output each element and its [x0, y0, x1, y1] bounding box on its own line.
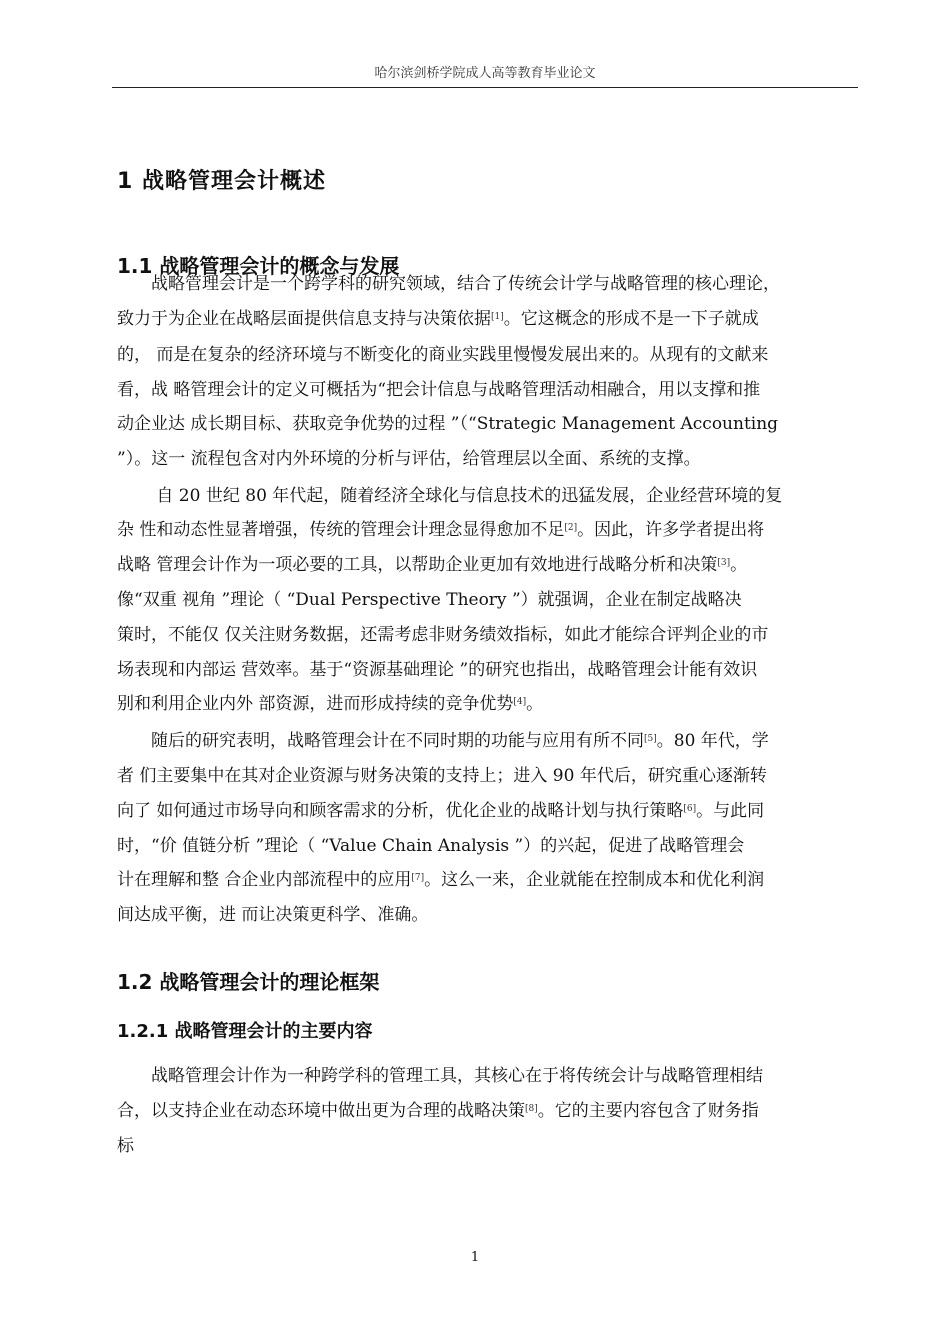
text-line: 时，“价 值链分析 ”理论（ “Value Chain Analysis ”）的兴起，促进了战略管理会 — [117, 836, 745, 856]
subsection-title-1-2-1: 1.2.1 战略管理会计的主要内容 — [117, 1021, 373, 1042]
text-line: ”）。这一 流程包含对内外环境的分析与评估，给管理层以全面、系统的支撑。 — [117, 449, 701, 469]
section-title-1-1: 1.1 战略管理会计的概念与发展 — [117, 254, 400, 278]
text-line: 致力于为企业在战略层面提供信息支持与决策依据[1]。它这概念的形成不是一下子就成 — [117, 309, 759, 329]
text-line: 看，战 略管理会计的定义可概括为“把会计信息与战略管理活动相融合，用以支撑和推 — [117, 380, 761, 400]
text-line: 像“双重 视角 ”理论（ “Dual Perspective Theory ”）就强调，企业在制定战略决 — [117, 590, 742, 610]
citation: [2] — [564, 523, 578, 533]
text-line: 战略 管理会计作为一项必要的工具，以帮助企业更加有效地进行战略分析和决策[3]。 — [117, 555, 748, 575]
text-line: 间达成平衡，进 而让决策更科学、准确。 — [117, 905, 429, 925]
text-line: 别和利用企业内外 部资源，进而形成持续的竞争优势[4]。 — [117, 694, 544, 714]
citation: [8] — [525, 1104, 538, 1114]
text-line: 杂 性和动态性显著增强，传统的管理会计理念显得愈加不足[2]。因此，许多学者提出将 — [117, 520, 765, 540]
citation: [3] — [717, 558, 731, 568]
text-line: 向了 如何通过市场导向和顾客需求的分析，优化企业的战略计划与执行策略[6]。与此同 — [117, 801, 765, 821]
citation: [5] — [644, 734, 657, 744]
text-line: 战略管理会计是一个跨学科的研究领域，结合了传统会计学与战略管理的核心理论， — [117, 274, 780, 294]
chapter-title: 1 战略管理会计概述 — [117, 169, 326, 194]
text-line: 场表现和内部运 营效率。基于“资源基础理论 ”的研究也指出，战略管理会计能有效识 — [117, 660, 758, 680]
header-rule — [112, 87, 858, 88]
text-line: 者 们主要集中在其对企业资源与财务决策的支持上；进入 90 年代后，研究重心逐渐转 — [117, 766, 767, 786]
citation: [7] — [411, 873, 425, 883]
section-title-1-2: 1.2 战略管理会计的理论框架 — [117, 970, 380, 994]
text-line: 合，以支持企业在动态环境中做出更为合理的战略决策[8]。它的主要内容包含了财务指 — [117, 1101, 759, 1121]
text-line: 动企业达 成长期目标、获取竞争优势的过程 ”（“Strategic Management Accounting — [117, 414, 779, 434]
citation: [4] — [513, 697, 527, 707]
running-header: 哈尔滨剑桥学院成人高等教育毕业论文 — [374, 66, 596, 81]
page-number: 1 — [470, 1250, 480, 1265]
citation: [6] — [683, 804, 697, 814]
text-line: 标 — [117, 1136, 134, 1156]
text-line: 的， 而是在复杂的经济环境与不断变化的商业实践里慢慢发展出来的。从现有的文献来 — [117, 345, 769, 365]
text-line: 策时，不能仅 仅关注财务数据，还需考虑非财务绩效指标，如此才能综合评判企业的市 — [117, 625, 769, 645]
text-line: 随后的研究表明，战略管理会计在不同时期的功能与应用有所不同[5]。80 年代，学 — [117, 731, 769, 751]
text-line: 自 20 世纪 80 年代起，随着经济全球化与信息技术的迅猛发展，企业经营环境的复 — [117, 486, 783, 506]
text-line: 战略管理会计作为一种跨学科的管理工具，其核心在于将传统会计与战略管理相结 — [117, 1066, 763, 1086]
citation: [1] — [491, 312, 504, 322]
text-line: 计在理解和整 合企业内部流程中的应用[7]。这么一来，企业就能在控制成本和优化利润 — [117, 870, 765, 890]
